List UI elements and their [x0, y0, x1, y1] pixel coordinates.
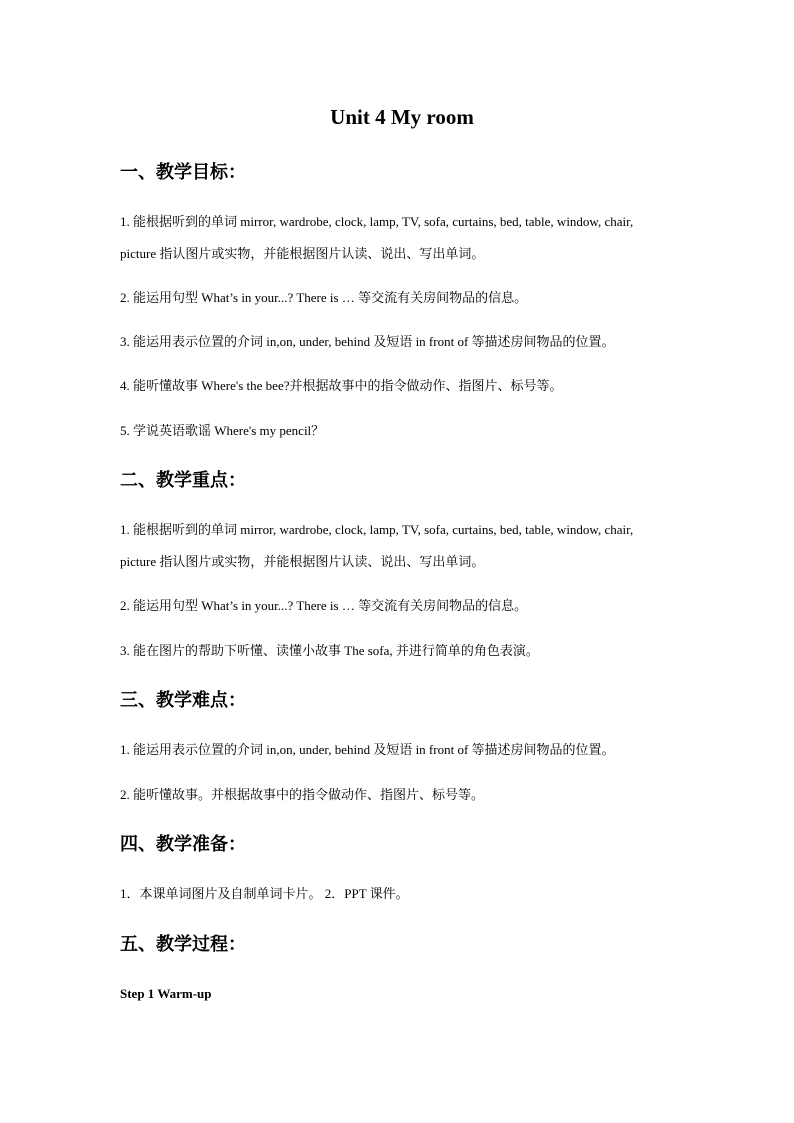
section-heading-preparation: 四、教学准备：	[120, 834, 246, 855]
document-title: Unit 4 My room	[330, 105, 474, 129]
objective-line-1: 1. 能根据听到的单词 mirror, wardrobe, clock, lamp, TV, sofa, curtains, bed, table, window, chair,	[120, 214, 634, 229]
difficulty-line-2: 2. 能听懂故事。并根据故事中的指令做动作、指图片、标号等。	[120, 787, 485, 802]
preparation-line-1: 1．本课单词图片及自制单词卡片。 2．PPT 课件。	[120, 886, 409, 901]
section-heading-key-points: 二、教学重点：	[120, 470, 246, 491]
section-heading-objectives: 一、教学目标：	[120, 162, 246, 183]
section-heading-process: 五、教学过程：	[120, 934, 246, 955]
key-point-line-1-cont: picture 指认图片或实物，并能根据图片认读、说出、写出单词。	[120, 554, 485, 569]
objective-line-4: 4. 能听懂故事 Where's the bee?并根据故事中的指令做动作、指图片、标号等。	[120, 378, 563, 393]
objective-line-5: 5. 学说英语歌谣 Where's my pencil？	[120, 423, 325, 438]
process-step-1: Step 1 Warm-up	[120, 986, 212, 1001]
key-point-line-3: 3. 能在图片的帮助下听懂、读懂小故事 The sofa, 并进行简单的角色表演。	[120, 643, 539, 658]
objective-line-2: 2. 能运用句型 What’s in your...? There is … 等交流有关房间物品的信息。	[120, 290, 528, 305]
section-heading-difficulties: 三、教学难点：	[120, 690, 246, 711]
key-point-line-2: 2. 能运用句型 What’s in your...? There is … 等交流有关房间物品的信息。	[120, 598, 528, 613]
difficulty-line-1: 1. 能运用表示位置的介词 in,on, under, behind 及短语 in front of 等描述房间物品的位置。	[120, 742, 615, 757]
objective-line-3: 3. 能运用表示位置的介词 in,on, under, behind 及短语 in front of 等描述房间物品的位置。	[120, 334, 615, 349]
objective-line-1-cont: picture 指认图片或实物，并能根据图片认读、说出、写出单词。	[120, 246, 485, 261]
key-point-line-1: 1. 能根据听到的单词 mirror, wardrobe, clock, lamp, TV, sofa, curtains, bed, table, window, chair,	[120, 522, 634, 537]
